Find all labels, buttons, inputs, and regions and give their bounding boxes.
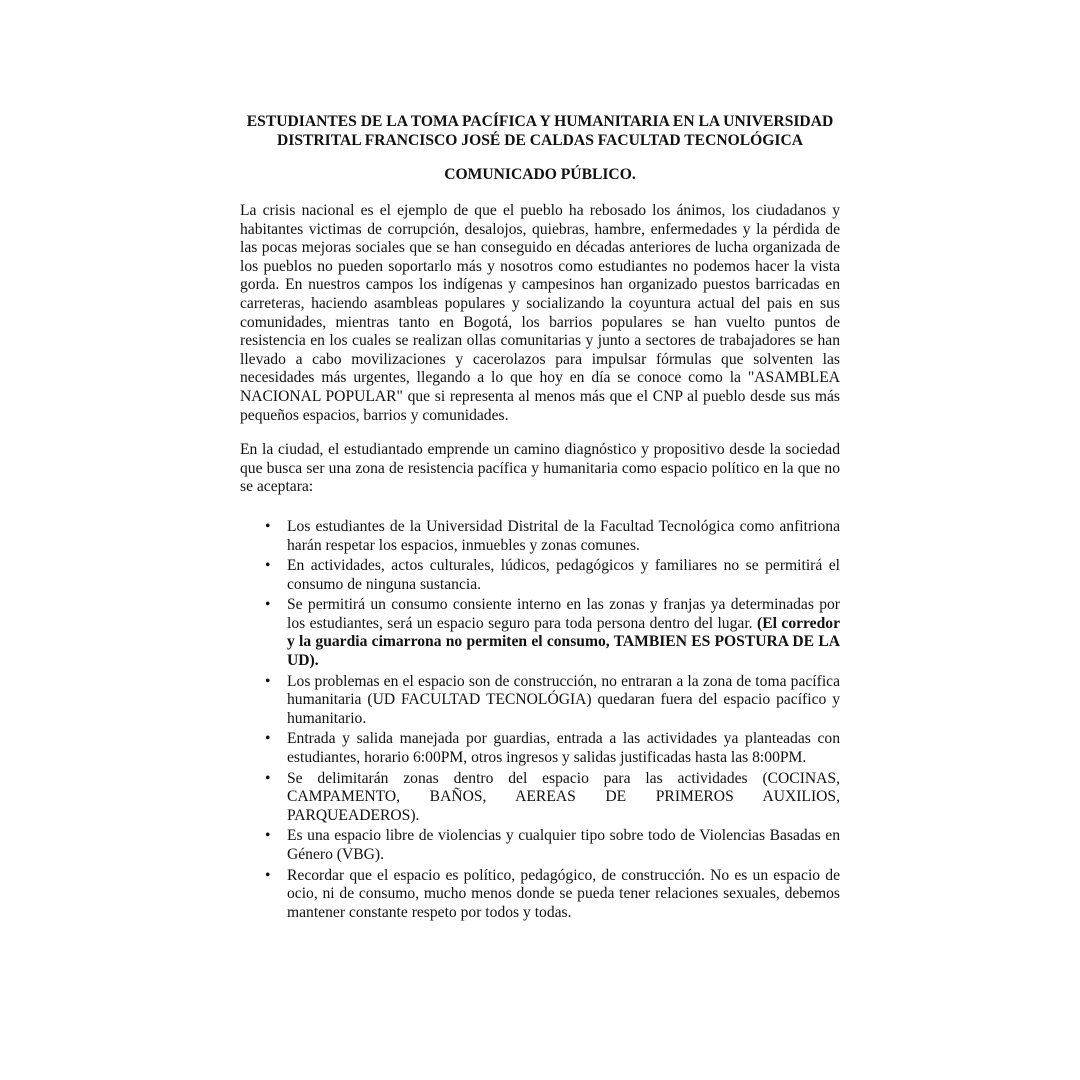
rule-text: Es una espacio libre de violencias y cualquier tipo sobre todo de Violencias Basadas en Género (VBG). bbox=[287, 827, 840, 863]
bullet-icon: • bbox=[265, 517, 271, 535]
rule-text: Los problemas en el espacio son de construcción, no entraran a la zona de toma pacífica humanitaria (UD FACULTAD TECNOLÓGIA) quedaran fuera del espacio pacífico y humanitario. bbox=[287, 672, 840, 727]
rule-text: Entrada y salida manejada por guardias, entrada a las actividades ya planteadas con estudiantes, horario 6:00PM, otros ingresos y salidas justificadas hasta las 8:00PM. bbox=[287, 730, 840, 767]
rule-emphasis: (El corredor y la guardia cimarrona no permiten el consumo, TAMBIEN ES POSTURA DE LA UD). bbox=[287, 614, 840, 670]
list-item bbox=[240, 730, 840, 767]
list-item bbox=[240, 557, 840, 594]
paragraph-intro: La crisis nacional es el ejemplo de que el pueblo ha rebosado los ánimos, los ciudadanos y habitantes victimas de corrupción, desalojos, quiebras, hambre, enfermedades y la pérdida de las pocas mejoras sociales que se han conseguido en décadas anteriores de lucha organizada de los pueblos no pueden soportarlo más y nosotros como estudiantes no podemos hacer la vista gorda. En nuestros campos los indígenas y campesinos han organizado puestos barricadas en carreteras, haciendo asambleas populares y socializando la coyuntura actual del pais en sus comunidades, mientras tanto en Bogotá, los barrios populares se han vuelto puntos de resistencia en los cuales se realizan ollas comunitarias y junto a sectores de trabajadores se han llevado a cabo movilizaciones y cacerolazos para impulsar fórmulas que solventen las necesidades más urgentes, llegando a lo que hoy en día se conoce como la "ASAMBLEA NACIONAL POPULAR" que si representa al menos más que el CNP al pueblo desde sus más pequeños espacios, barrios y comunidades. bbox=[240, 202, 840, 424]
paragraph-city: En la ciudad, el estudiantado emprende un camino diagnóstico y propositivo desde la sociedad que busca ser una zona de resistencia pacífica y humanitaria como espacio político en la que no se aceptara: bbox=[240, 441, 840, 496]
bullet-icon: • bbox=[265, 866, 271, 884]
bullet-icon: • bbox=[265, 596, 271, 614]
rule-text: Los estudiantes de la Universidad Distrital de la Facultad Tecnológica como anfitriona harán respetar los espacios, inmuebles y zonas comunes. bbox=[287, 517, 840, 554]
rules-list bbox=[240, 518, 840, 922]
list-item bbox=[240, 867, 840, 923]
document-title: ESTUDIANTES DE LA TOMA PACÍFICA Y HUMANITARIA EN LA UNIVERSIDAD DISTRITAL FRANCISCO JOSÉ DE CALDAS FACULTAD TECNOLÓGICA bbox=[246, 113, 834, 149]
list-item bbox=[240, 673, 840, 729]
rule-text: Se permitirá un consumo consiente interno en las zonas y franjas ya determinadas por los estudiantes, será un espacio seguro para toda persona dentro del lugar. bbox=[287, 596, 840, 632]
rule-text: En actividades, actos culturales, lúdicos, pedagógicos y familiares no se permitirá el consumo de ninguna sustancia. bbox=[287, 557, 840, 593]
bullet-icon: • bbox=[265, 730, 271, 748]
rule-text: Se delimitarán zonas dentro del espacio para las actividades (COCINAS, CAMPAMENTO, BAÑOS, AEREAS DE PRIMEROS AUXILIOS, PARQUEADEROS). bbox=[287, 769, 840, 824]
bullet-icon: • bbox=[265, 769, 271, 787]
list-item bbox=[240, 518, 840, 555]
rule-text: Recordar que el espacio es político, pedagógico, de construcción. No es un espacio de ocio, ni de consumo, mucho menos donde se pueda tener relaciones sexuales, debemos mantener constante respeto por todos y todas. bbox=[287, 866, 840, 921]
bullet-icon: • bbox=[265, 672, 271, 690]
document-body bbox=[240, 112, 840, 924]
list-item bbox=[240, 770, 840, 826]
list-item bbox=[240, 596, 840, 670]
list-item bbox=[240, 827, 840, 864]
bullet-icon: • bbox=[265, 557, 271, 575]
document-subtitle: COMUNICADO PÚBLICO. bbox=[444, 166, 636, 183]
bullet-icon: • bbox=[265, 827, 271, 845]
